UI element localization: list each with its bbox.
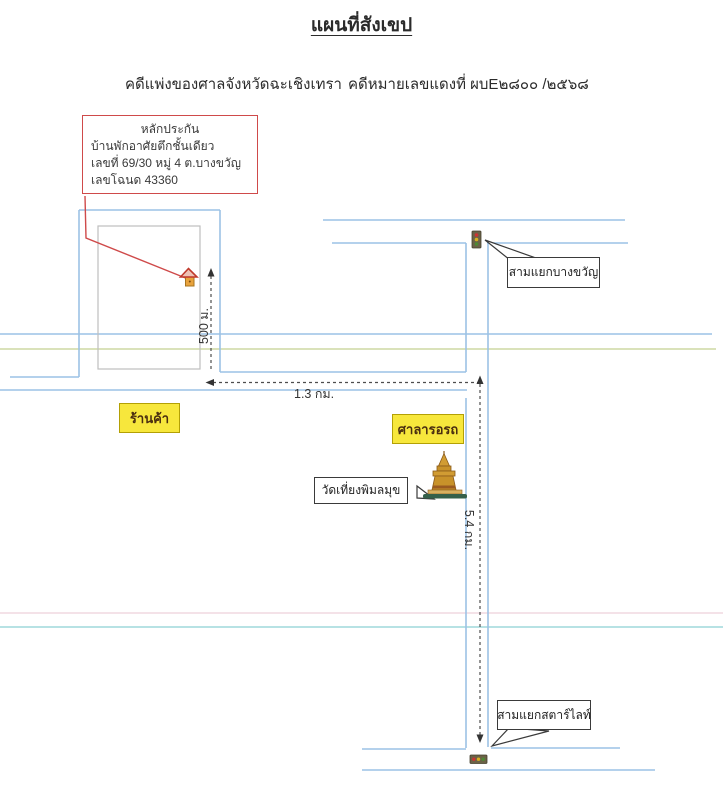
- collateral-line-address: เลขที่ 69/30 หมู่ 4 ต.บางขวัญ: [91, 156, 241, 170]
- plot-boundary: [98, 226, 200, 369]
- temple-icon: [423, 451, 467, 499]
- collateral-info-box: [82, 115, 258, 194]
- bus-shelter-label: ศาลารอรถ: [392, 414, 464, 444]
- collateral-line-building: บ้านพักอาศัยตึกชั้นเดียว: [91, 139, 215, 153]
- arrow-left-1-3km: [206, 379, 215, 386]
- traffic-light-icon-bangkhwan: [472, 231, 481, 248]
- arrow-up-5-4km: [477, 376, 484, 385]
- arrow-down-5-4km: [477, 735, 484, 744]
- collateral-heading: หลักประกัน: [140, 122, 200, 136]
- collateral-callout-line: [85, 196, 188, 279]
- page-title: แผนที่สังเขป: [310, 15, 413, 36]
- case-number-text: คดีหมายเลขแดงที่ ผบE๒๘๐๐ /๒๕๖๘: [348, 76, 589, 93]
- bubble-pointer-starlight: [492, 728, 549, 746]
- arrow-up-500m: [208, 268, 215, 277]
- collateral-line-deed: เลขโฉนด 43360: [91, 173, 178, 187]
- shop-label: ร้านค้า: [119, 403, 180, 433]
- bangkhwan-intersection-bubble: สามแยกบางขวัญ: [507, 257, 600, 288]
- temple-name-bubble: วัดเที่ยงพิมลมุข: [314, 477, 408, 504]
- traffic-light-icon-starlight: [470, 755, 487, 764]
- distance-1-3km-label: 1.3 กม.: [294, 387, 335, 401]
- distance-5-4km-label: 5.4 กม.: [462, 509, 476, 551]
- distance-500m-label: 500 ม.: [197, 307, 211, 345]
- house-icon: [181, 269, 198, 287]
- starlight-intersection-bubble: สามแยกสตาร์ไลท์: [497, 700, 591, 730]
- case-court-text: คดีแพ่งของศาลจังหวัดฉะเชิงเทรา: [125, 76, 342, 93]
